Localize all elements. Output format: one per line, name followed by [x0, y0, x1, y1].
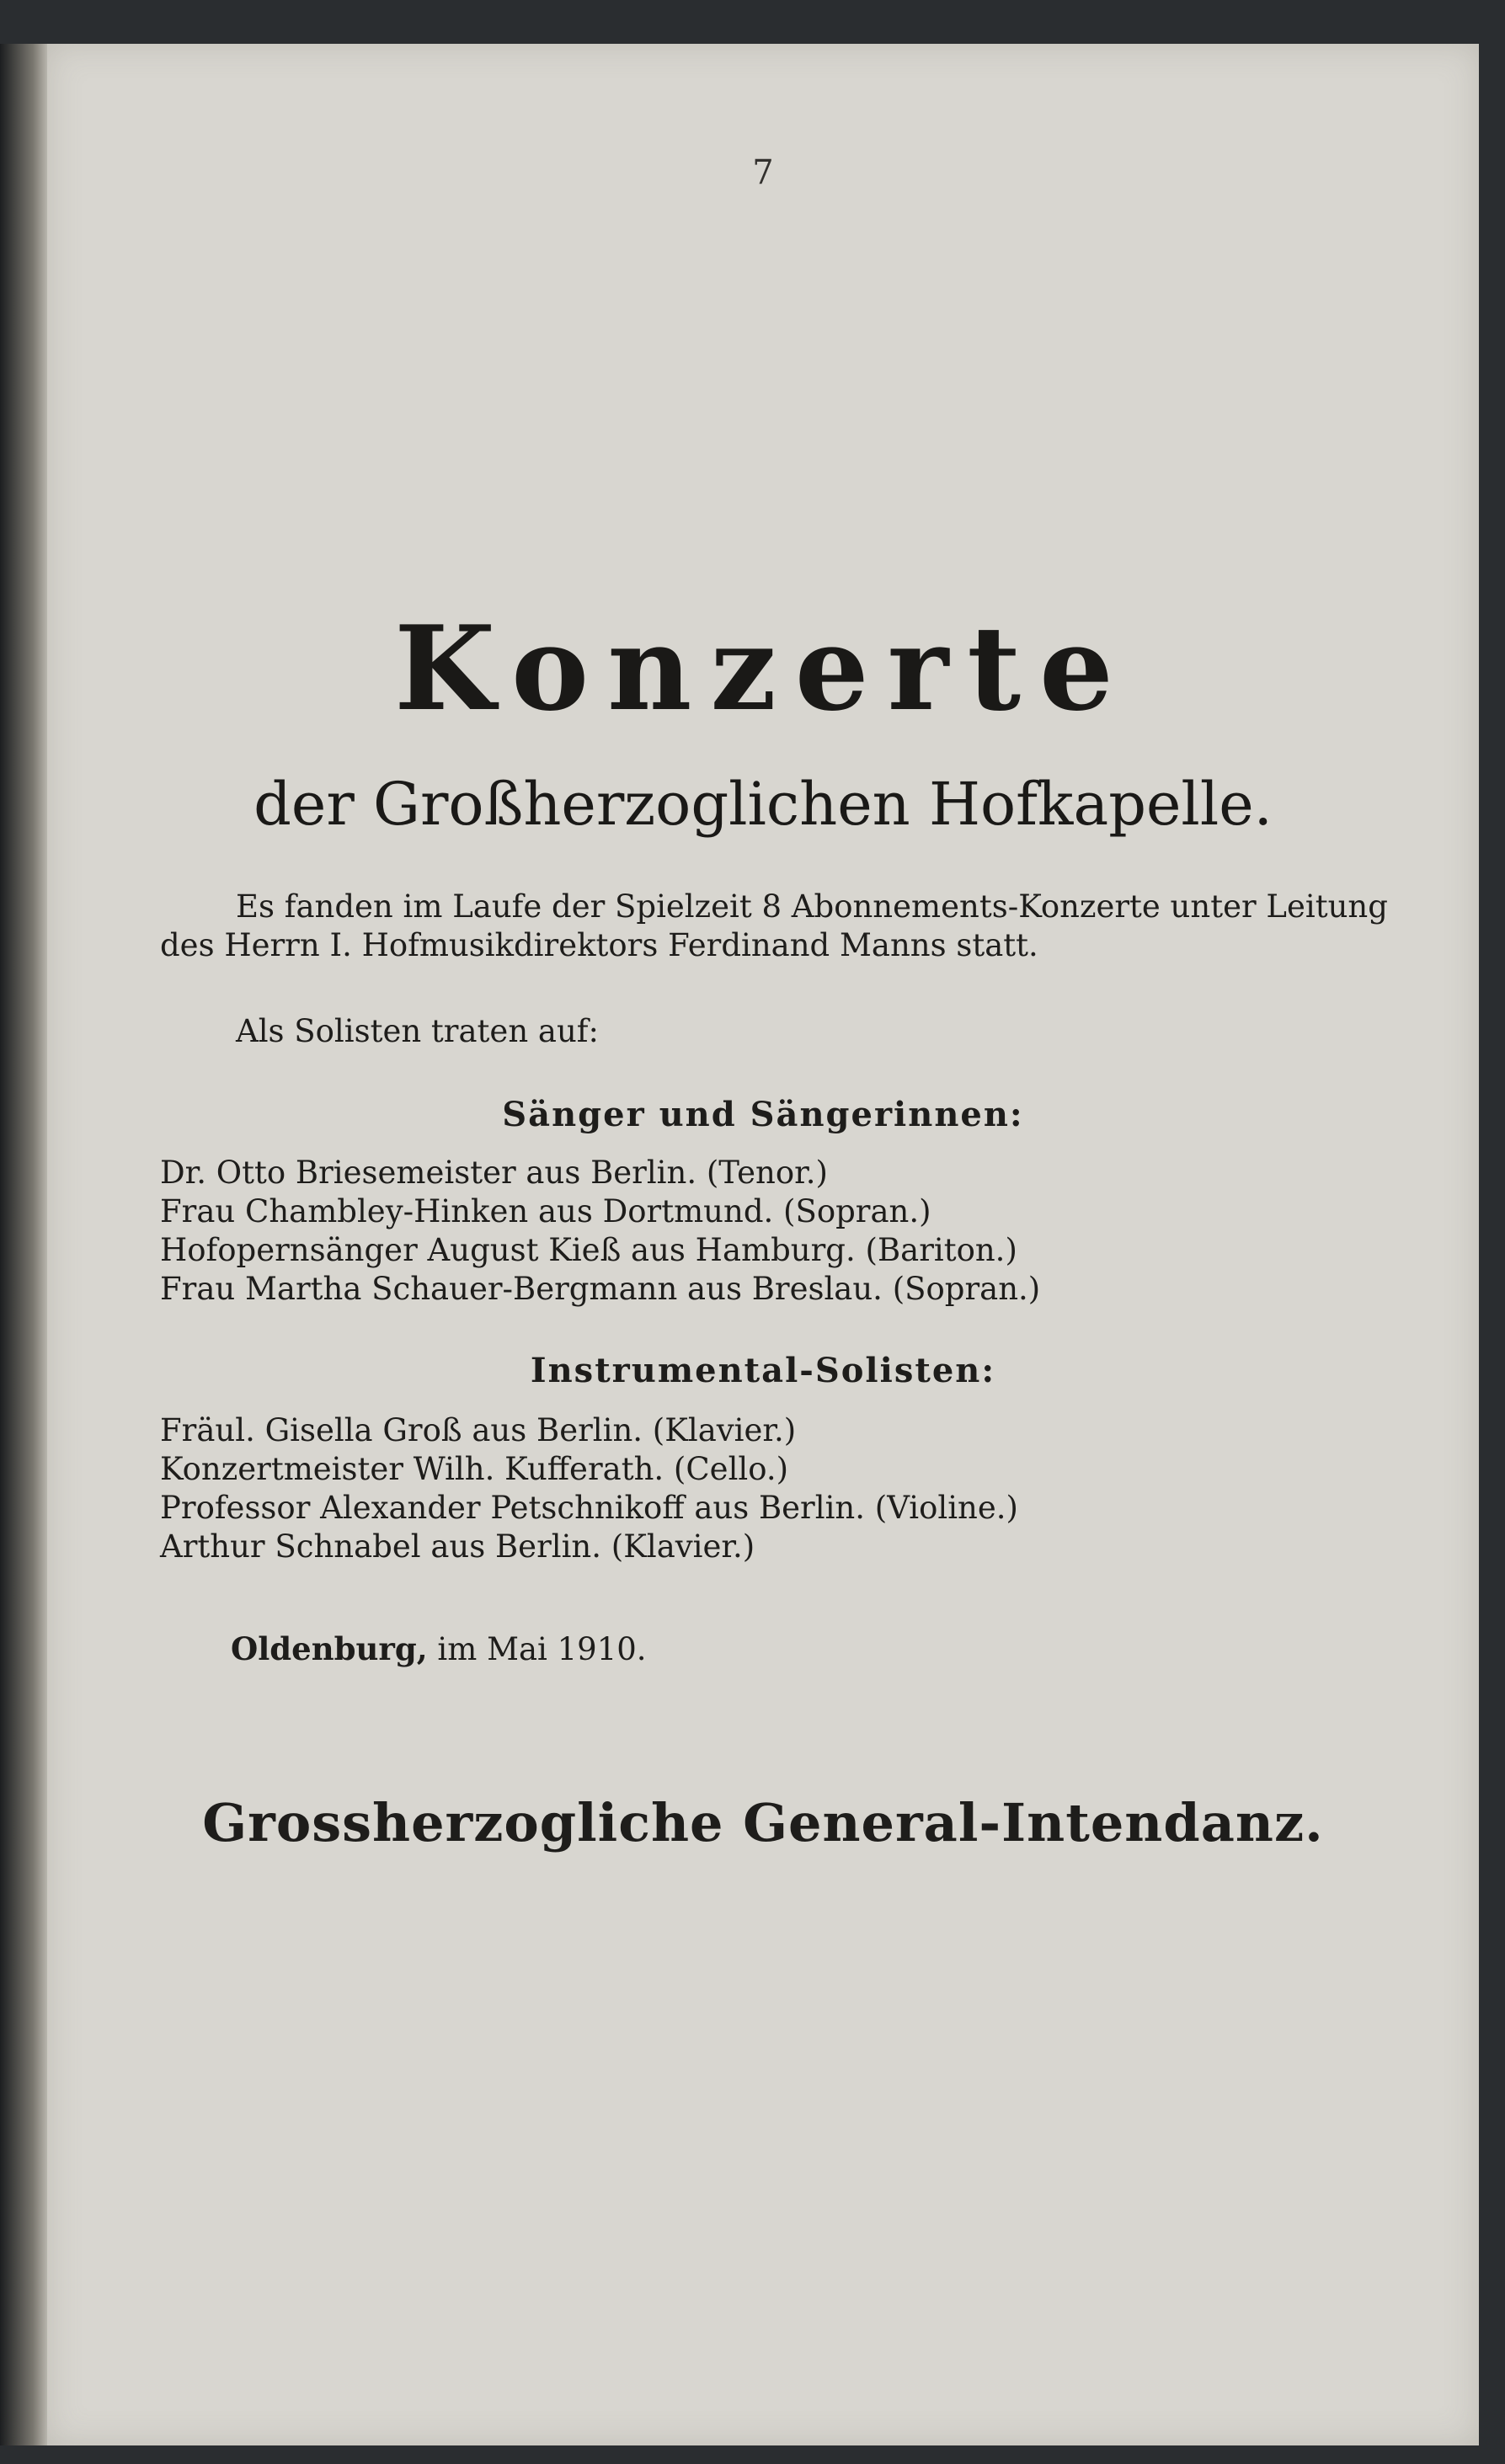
intro-paragraph — [160, 888, 1388, 965]
place: Oldenburg, — [231, 1630, 428, 1667]
page-subtitle: der Großherzoglichen Hofkapelle. — [254, 770, 1273, 839]
list-item: Fräul. Gisella Groß aus Berlin. (Klavier.) — [160, 1412, 797, 1448]
footer-signature: Grossherzogliche General-Intendanz. — [202, 1792, 1324, 1853]
singers-list — [160, 1154, 1040, 1309]
intro-line-1: Es fanden im Laufe der Spielzeit 8 Abonnements-Konzerte unter Leitung — [236, 888, 1388, 925]
list-item: Dr. Otto Briesemeister aus Berlin. (Tenor.) — [160, 1155, 828, 1191]
intro-line-2: des Herrn I. Hofmusikdirektors Ferdinand Manns statt. — [160, 927, 1038, 963]
list-item: Hofopernsänger August Kieß aus Hamburg. (Bariton.) — [160, 1232, 1017, 1268]
instrumentalists-heading: Instrumental-Solisten: — [530, 1351, 996, 1390]
page-binding-edge — [0, 44, 47, 2445]
document-page — [47, 44, 1479, 2445]
place-date — [231, 1630, 647, 1667]
list-item: Frau Martha Schauer-Bergmann aus Breslau. (Sopran.) — [160, 1271, 1041, 1307]
list-item: Arthur Schnabel aus Berlin. (Klavier.) — [160, 1528, 755, 1565]
list-item: Professor Alexander Petschnikoff aus Berlin. (Violine.) — [160, 1490, 1018, 1526]
list-item: Konzertmeister Wilh. Kufferath. (Cello.) — [160, 1451, 789, 1487]
soloists-intro: Als Solisten traten auf: — [236, 1013, 599, 1049]
page-number: 7 — [752, 153, 774, 192]
date: im Mai 1910. — [437, 1631, 647, 1667]
page-title: Konzerte — [394, 600, 1132, 737]
singers-heading: Sänger und Sängerinnen: — [502, 1095, 1024, 1134]
instrumentalists-list — [160, 1411, 1018, 1566]
list-item: Frau Chambley-Hinken aus Dortmund. (Sopran.) — [160, 1193, 931, 1229]
